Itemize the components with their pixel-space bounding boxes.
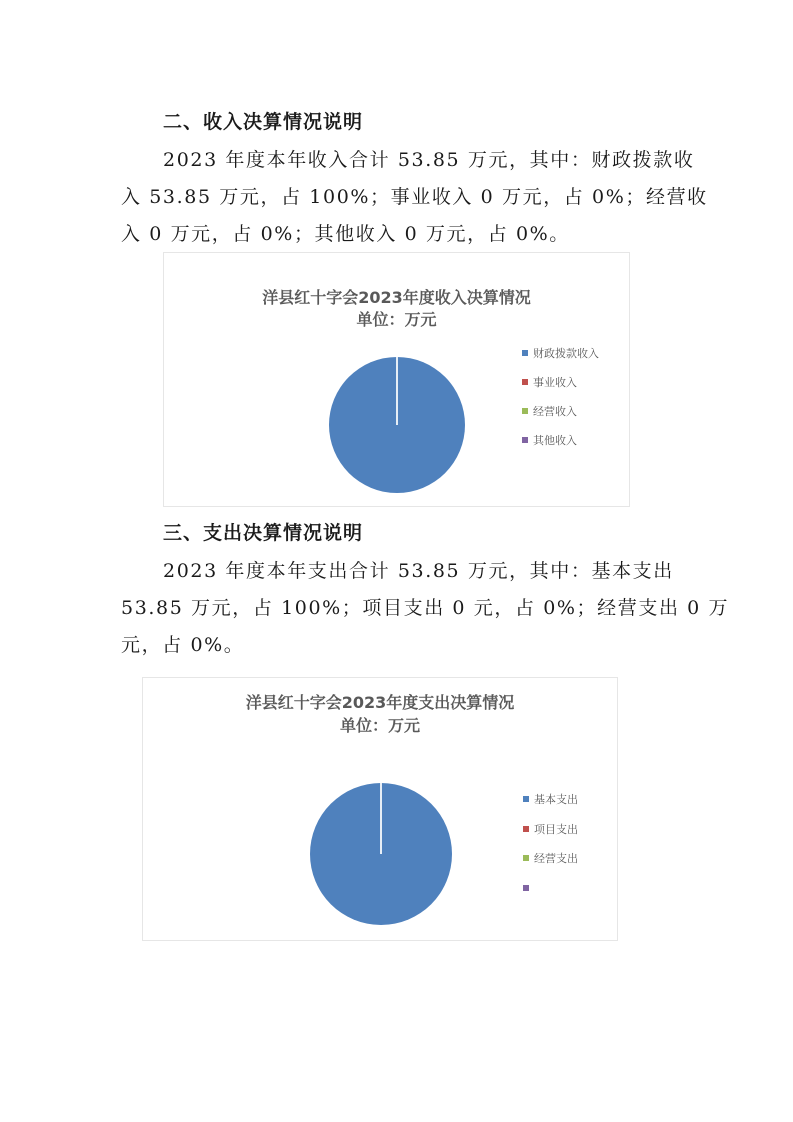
- expense-legend-swatch-1: [523, 826, 529, 832]
- section-heading-expense: 三、支出决算情况说明: [163, 522, 364, 544]
- expense-paragraph-line-3: 元，占 0%。: [121, 634, 245, 656]
- expense-chart-title: 洋县红十字会2023年度支出决算情况: [245, 693, 515, 712]
- expense-legend-item-3: [523, 882, 534, 896]
- income-legend-item-2: [522, 405, 577, 419]
- income-legend-item-3: [522, 434, 577, 448]
- income-legend-swatch-3: [522, 437, 528, 443]
- expense-legend-swatch-3: [523, 885, 529, 891]
- income-chart-title: 洋县红十字会2023年度收入决算情况: [262, 288, 531, 307]
- income-paragraph-line-3: 入 0 万元，占 0%；其他收入 0 万元，占 0%。: [121, 223, 570, 245]
- expense-legend-item-1: [523, 823, 578, 837]
- income-legend-swatch-1: [522, 379, 528, 385]
- income-legend-item-0: [522, 347, 599, 361]
- income-paragraph-line-2: 入 53.85 万元，占 100%；事业收入 0 万元，占 0%；经营收: [121, 186, 708, 208]
- income-pie: [328, 356, 466, 494]
- expense-legend-label-0: 基本支出: [534, 793, 578, 806]
- expense-paragraph-line-1: 2023 年度本年支出合计 53.85 万元，其中：基本支出: [163, 560, 674, 582]
- income-legend-label-3: 其他收入: [533, 434, 577, 447]
- expense-chart-subtitle: 单位：万元: [339, 716, 420, 735]
- income-chart: [163, 252, 630, 507]
- income-legend-label-1: 事业收入: [533, 376, 577, 389]
- expense-chart-legend: [523, 793, 618, 893]
- income-chart-legend: [522, 347, 627, 447]
- section-heading-income: 二、收入决算情况说明: [163, 111, 364, 133]
- expense-pie: [309, 782, 453, 926]
- expense-paragraph-line-2: 53.85 万元，占 100%；项目支出 0 元，占 0%；经营支出 0 万: [121, 597, 730, 619]
- income-paragraph-line-1: 2023 年度本年收入合计 53.85 万元，其中：财政拨款收: [163, 149, 695, 171]
- expense-legend-label-2: 经营支出: [534, 852, 578, 865]
- income-chart-subtitle: 单位：万元: [356, 310, 437, 329]
- expense-legend-swatch-0: [523, 796, 529, 802]
- income-legend-swatch-2: [522, 408, 528, 414]
- expense-legend-item-0: [523, 793, 578, 807]
- expense-chart: [142, 677, 618, 941]
- expense-legend-item-2: [523, 852, 578, 866]
- income-legend-label-0: 财政拨款收入: [533, 347, 599, 360]
- income-legend-label-2: 经营收入: [533, 405, 577, 418]
- income-legend-item-1: [522, 376, 577, 390]
- income-legend-swatch-0: [522, 350, 528, 356]
- expense-legend-label-1: 项目支出: [534, 822, 578, 836]
- expense-legend-swatch-2: [523, 855, 529, 861]
